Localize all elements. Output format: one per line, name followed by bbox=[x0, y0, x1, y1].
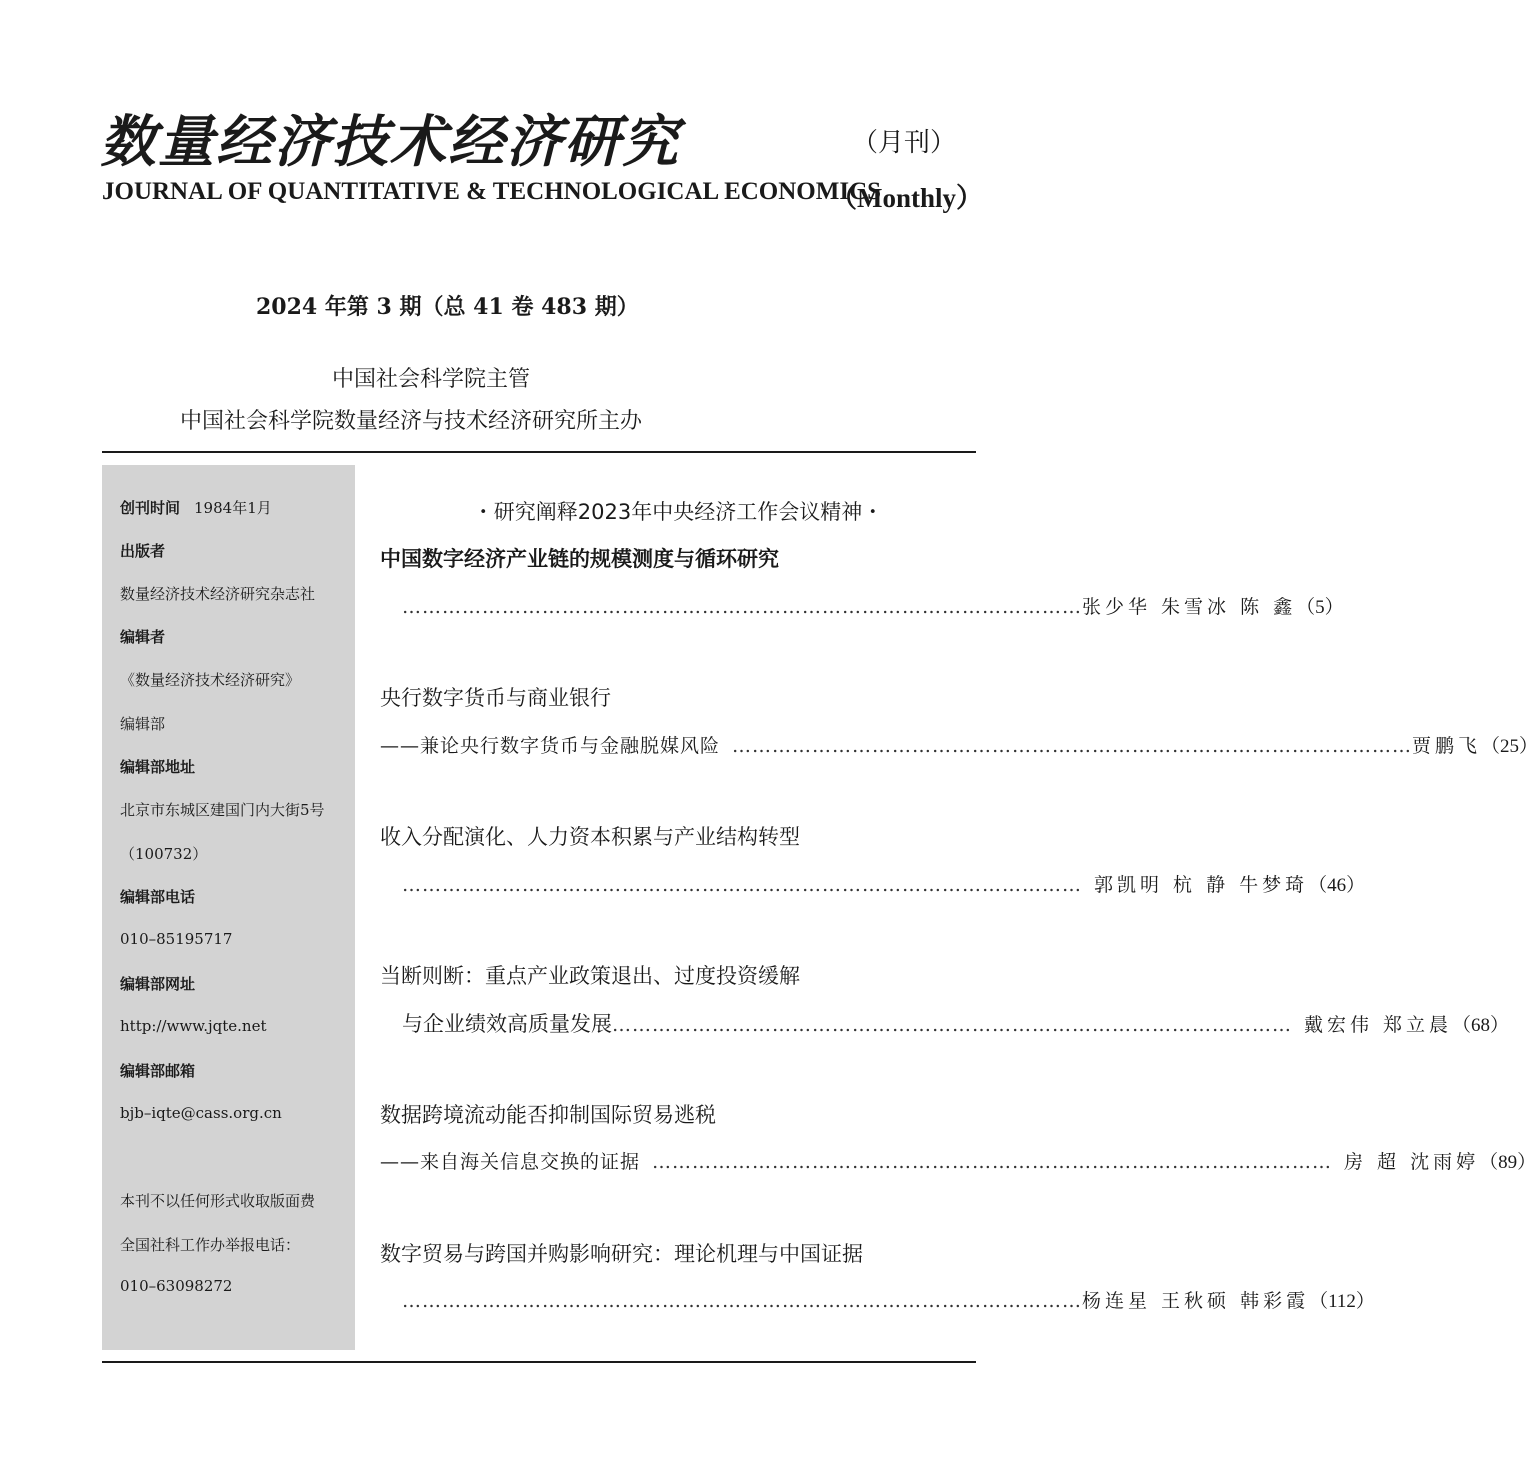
section-heading: ・研究阐释2023年中央经济工作会议精神・ bbox=[472, 500, 884, 524]
leader-dots: ………………………………………………………………………………………… bbox=[402, 1290, 1082, 1312]
phone-value: 010–85195717 bbox=[120, 930, 233, 948]
editor-value-1: 《数量经济技术经济研究》 bbox=[120, 671, 301, 689]
founded-row bbox=[120, 497, 272, 518]
website-value[interactable]: http://www.jqte.net bbox=[120, 1017, 267, 1035]
email-value[interactable]: bjb–iqte@cass.org.cn bbox=[120, 1104, 282, 1122]
leader-dots: ………………………………………………………………………………………… bbox=[612, 1014, 1292, 1036]
article-byline bbox=[380, 592, 1344, 619]
publisher-value: 数量经济技术经济研究杂志社 bbox=[120, 585, 316, 603]
article-page: （46） bbox=[1308, 875, 1366, 896]
article-byline bbox=[380, 731, 1538, 758]
article-authors: 郭凯明 杭 静 牛梦琦 bbox=[1094, 874, 1309, 896]
monthly-label-cn: （月刊） bbox=[852, 128, 957, 158]
article-title[interactable]: 数字贸易与跨国并购影响研究：理论机理与中国证据 bbox=[380, 1242, 863, 1266]
issue-number: 2024 年第 3 期（总 41 卷 483 期） bbox=[256, 294, 639, 320]
leader-dots: ………………………………………………………………………………………… bbox=[732, 735, 1413, 757]
editor-value-2: 编辑部 bbox=[120, 715, 166, 733]
article-title[interactable]: 数据跨境流动能否抑制国际贸易逃税 bbox=[380, 1103, 716, 1127]
article-authors: 张少华 朱雪冰 陈 鑫 bbox=[1082, 596, 1297, 618]
article-title[interactable]: 收入分配演化、人力资本积累与产业结构转型 bbox=[380, 825, 800, 849]
leader-dots: ………………………………………………………………………………………… bbox=[402, 596, 1082, 618]
article-page: （25） bbox=[1481, 736, 1538, 757]
article-page: （5） bbox=[1296, 597, 1344, 618]
article-page: （112） bbox=[1309, 1291, 1375, 1312]
article-subtitle: ——来自海关信息交换的证据 bbox=[380, 1151, 641, 1173]
publisher-label: 出版者 bbox=[120, 542, 166, 560]
leader-dots: ………………………………………………………………………………………… bbox=[652, 1151, 1333, 1173]
address-label: 编辑部地址 bbox=[120, 758, 196, 776]
info-sidebar bbox=[102, 465, 355, 1350]
journal-title-cn: 数量经济技术经济研究 bbox=[100, 109, 680, 175]
report-phone-value: 010–63098272 bbox=[120, 1277, 233, 1295]
founded-label: 创刊时间 bbox=[120, 499, 181, 517]
organizer-line: 中国社会科学院数量经济与技术经济研究所主办 bbox=[180, 409, 643, 434]
sponsor-line: 中国社会科学院主管 bbox=[332, 367, 531, 392]
report-phone-label: 全国社科工作办举报电话： bbox=[120, 1236, 301, 1254]
address-value-2: （100732） bbox=[120, 845, 208, 863]
article-subtitle: ——兼论央行数字货币与金融脱媒风险 bbox=[380, 735, 721, 757]
article-authors: 戴宏伟 郑立晨 bbox=[1304, 1014, 1453, 1036]
journal-title-en: JOURNAL OF QUANTITATIVE & TECHNOLOGICAL ECONOMICS bbox=[102, 178, 882, 205]
article-authors: 贾鹏飞 bbox=[1412, 735, 1482, 757]
founded-value: 1984年1月 bbox=[194, 499, 272, 517]
article-title[interactable]: 当断则断：重点产业政策退出、过度投资缓解 bbox=[380, 964, 800, 988]
phone-label: 编辑部电话 bbox=[120, 888, 196, 906]
article-byline bbox=[380, 870, 1366, 897]
editor-label: 编辑者 bbox=[120, 628, 166, 646]
monthly-label-en: （Monthly） bbox=[830, 183, 984, 213]
article-byline bbox=[380, 1286, 1375, 1313]
email-label: 编辑部邮箱 bbox=[120, 1062, 196, 1080]
top-divider bbox=[102, 451, 976, 453]
article-title[interactable]: 央行数字货币与商业银行 bbox=[380, 686, 611, 710]
leader-dots: ………………………………………………………………………………………… bbox=[402, 874, 1082, 896]
article-authors: 杨连星 王秋硕 韩彩霞 bbox=[1082, 1290, 1310, 1312]
address-value-1: 北京市东城区建国门内大街5号 bbox=[120, 801, 325, 819]
fee-notice: 本刊不以任何形式收取版面费 bbox=[120, 1192, 316, 1210]
article-byline bbox=[380, 1008, 1510, 1038]
article-page: （89） bbox=[1479, 1152, 1537, 1173]
article-title-continued: 与企业绩效高质量发展 bbox=[402, 1012, 612, 1036]
website-label: 编辑部网址 bbox=[120, 975, 196, 993]
article-title[interactable]: 中国数字经济产业链的规模测度与循环研究 bbox=[380, 547, 779, 571]
article-page: （68） bbox=[1452, 1015, 1510, 1036]
article-byline bbox=[380, 1147, 1537, 1174]
bottom-divider bbox=[102, 1361, 976, 1363]
article-authors: 房 超 沈雨婷 bbox=[1344, 1151, 1480, 1173]
